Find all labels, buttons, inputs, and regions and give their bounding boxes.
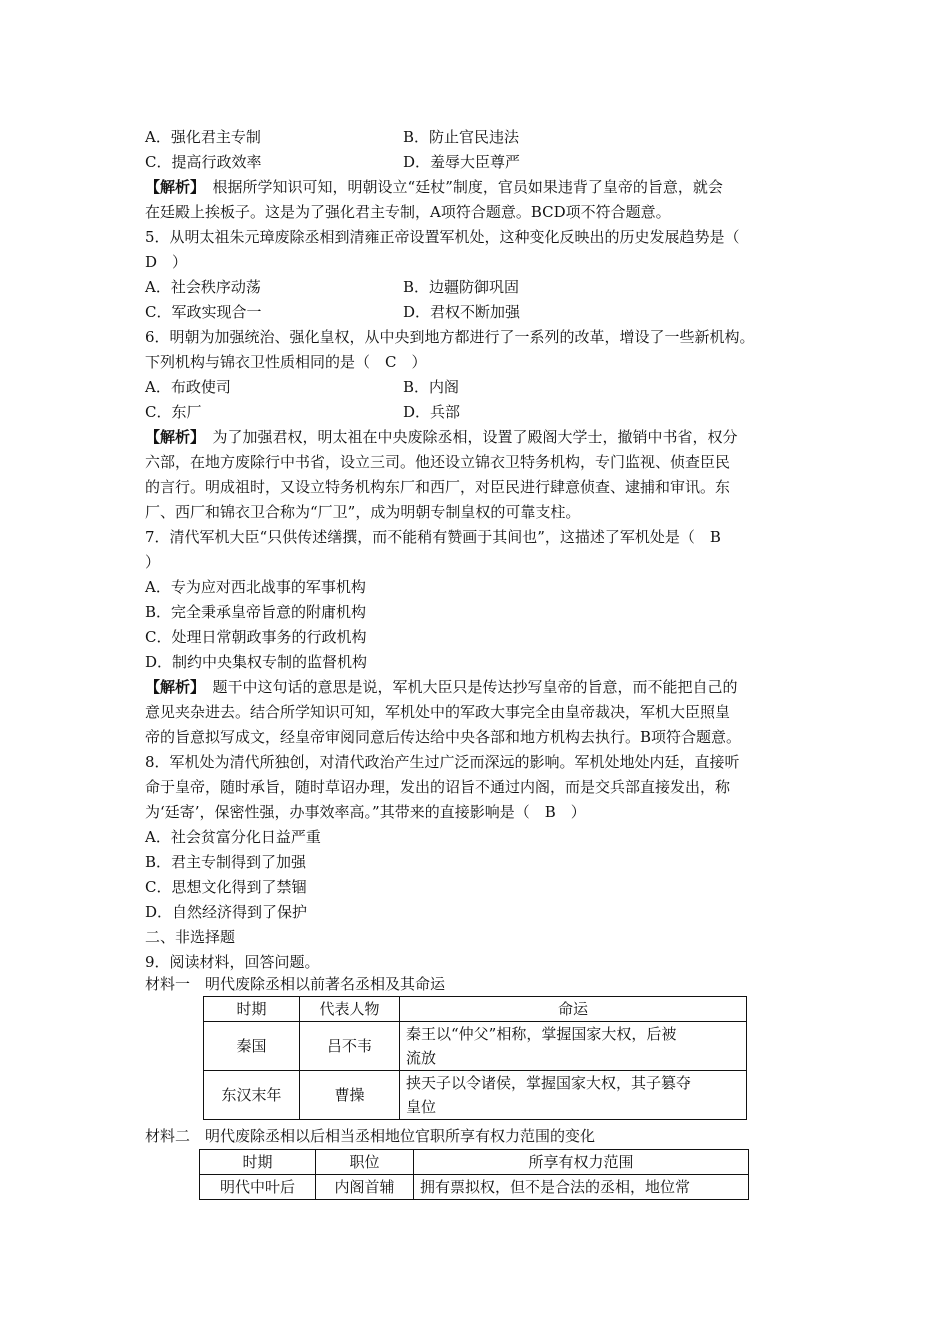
table-cell-period: 秦国 [204, 1022, 300, 1071]
q4-analysis-text: 在廷殿上挨板子。这是为了强化君主专制，A项符合题意。BCD项不符合题意。 [145, 203, 671, 221]
q5-stem: 5．从明太祖朱元璋废除丞相到清雍正帝设置军机处，这种变化反映出的历史发展趋势是（ [145, 228, 740, 246]
q7-stem: ） [145, 553, 161, 571]
q4-analysis-text: 根据所学知识可知，明朝设立“廷杖”制度，官员如果违背了皇帝的旨意，就会 [212, 178, 723, 196]
material1-table [203, 996, 747, 1120]
q4-option-c: C．提高行政效率 [145, 153, 262, 171]
table-cell-fate [400, 1022, 747, 1071]
section-heading: 二、非选择题 [145, 928, 236, 946]
material2-table [199, 1149, 749, 1200]
q7-option-b: B．完全秉承皇帝旨意的附庸机构 [145, 603, 367, 621]
table-row [200, 1175, 749, 1200]
table-cell-period: 东汉末年 [204, 1071, 300, 1120]
q7-option-a: A．专为应对西北战事的军事机构 [145, 578, 366, 596]
table-header: 时期 [204, 997, 300, 1022]
q5-option-d: D．君权不断加强 [403, 303, 521, 321]
material1-caption: 材料一 明代废除丞相以前著名丞相及其命运 [145, 975, 446, 993]
q8-option-d: D．自然经济得到了保护 [145, 903, 308, 921]
q6-analysis-text: 六部，在地方废除行中书省，设立三司。他还设立锦衣卫特务机构，专门监视、侦查臣民 [145, 453, 731, 471]
q9-stem: 9．阅读材料，回答问题。 [145, 953, 320, 971]
q8-option-b: B．君主专制得到了加强 [145, 853, 307, 871]
q6-stem: 6．明朝为加强统治、强化皇权，从中央到地方都进行了一系列的改革，增设了一些新机构。 [145, 328, 755, 346]
q8-stem: 命于皇帝，随时承旨，随时草诏办理，发出的诏旨不通过内阁，而是交兵部直接发出，称 [145, 778, 731, 796]
analysis-label: 【解析】 [145, 678, 198, 696]
table-header-row [200, 1150, 749, 1175]
q6-analysis-text: 厂、西厂和锦衣卫合称为“厂卫”，成为明朝专制皇权的可靠支柱。 [145, 503, 581, 521]
q6-stem: 下列机构与锦衣卫性质相同的是（ C ） [145, 353, 427, 371]
material2-caption: 材料二 明代废除丞相以后相当丞相地位官职所享有权力范围的变化 [145, 1127, 596, 1145]
table-header: 命运 [400, 997, 747, 1022]
fate-line: 秦王以“仲父”相称，掌握国家大权，后被 [406, 1025, 677, 1043]
table-cell-post: 内阁首辅 [316, 1175, 414, 1200]
q7-analysis-text: 意见夹杂进去。结合所学知识可知，军机处中的军政大事完全由皇帝裁决，军机大臣照皇 [145, 703, 731, 721]
q8-option-c: C．思想文化得到了禁锢 [145, 878, 307, 896]
q4-option-a: A．强化君主专制 [145, 128, 261, 146]
q6-option-c: C．东厂 [145, 403, 202, 421]
table-cell-person: 曹操 [300, 1071, 400, 1120]
table-header-row [204, 997, 747, 1022]
table-header: 职位 [316, 1150, 414, 1175]
q8-option-a: A．社会贫富分化日益严重 [145, 828, 321, 846]
q4-analysis-line [145, 177, 723, 197]
table-row [204, 1071, 747, 1120]
analysis-label: 【解析】 [145, 178, 198, 196]
q7-analysis-line [145, 677, 738, 697]
table-cell-period: 明代中叶后 [200, 1175, 316, 1200]
q5-option-b: B．边疆防御巩固 [403, 278, 520, 296]
q6-analysis-line [145, 427, 738, 447]
table-header: 代表人物 [300, 997, 400, 1022]
q5-option-c: C．军政实现合一 [145, 303, 262, 321]
table-cell-scope: 拥有票拟权，但不是合法的丞相，地位常 [414, 1175, 749, 1200]
q7-stem: 7．清代军机大臣“只供传述缮撰，而不能稍有赞画于其间也”，这描述了军机处是（ B [145, 528, 721, 546]
table-header: 所享有权力范围 [414, 1150, 749, 1175]
q4-option-d: D．羞辱大臣尊严 [403, 153, 521, 171]
q7-analysis-text: 题干中这句话的意思是说，军机大臣只是传达抄写皇帝的旨意，而不能把自己的 [212, 678, 738, 696]
q7-option-c: C．处理日常朝政事务的行政机构 [145, 628, 367, 646]
fate-line: 流放 [406, 1049, 437, 1067]
table-header: 时期 [200, 1150, 316, 1175]
q4-option-b: B．防止官民违法 [403, 128, 520, 146]
q5-answer: D ） [145, 253, 188, 271]
q6-option-d: D．兵部 [403, 403, 461, 421]
analysis-label: 【解析】 [145, 428, 198, 446]
q6-analysis-text: 的言行。明成祖时，又设立特务机构东厂和西厂，对臣民进行肆意侦查、逮捕和审讯。东 [145, 478, 731, 496]
q6-option-a: A．布政使司 [145, 378, 231, 396]
q5-option-a: A．社会秩序动荡 [145, 278, 261, 296]
table-cell-fate [400, 1071, 747, 1120]
q7-analysis-text: 帝的旨意拟写成文，经皇帝审阅同意后传达给中央各部和地方机构去执行。B项符合题意。 [145, 728, 742, 746]
fate-line: 皇位 [406, 1098, 437, 1116]
q7-option-d: D．制约中央集权专制的监督机构 [145, 653, 368, 671]
q6-analysis-text: 为了加强君权，明太祖在中央废除丞相，设置了殿阁大学士，撤销中书省，权分 [212, 428, 738, 446]
fate-line: 挟天子以令诸侯，掌握国家大权，其子篡夺 [406, 1074, 692, 1092]
table-cell-person: 吕不韦 [300, 1022, 400, 1071]
q8-stem: 为‘廷寄’，保密性强，办事效率高。”其带来的直接影响是（ B ） [145, 803, 586, 821]
q6-option-b: B．内阁 [403, 378, 460, 396]
table-row [204, 1022, 747, 1071]
q8-stem: 8．军机处为清代所独创，对清代政治产生过广泛而深远的影响。军机处地处内廷，直接听 [145, 753, 740, 771]
